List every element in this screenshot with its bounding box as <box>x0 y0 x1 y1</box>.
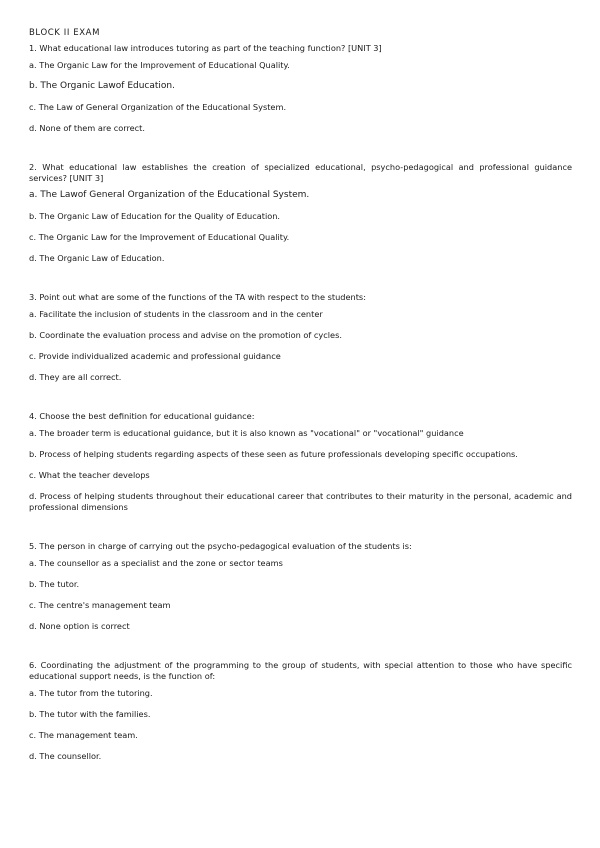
option-c: c. The Law of General Organization of the Educational System. <box>29 102 287 112</box>
question-6 <box>29 660 572 762</box>
option-c: c. The management team. <box>29 730 138 740</box>
option-b: b. The Organic Law of Education for the Quality of Education. <box>29 211 281 221</box>
option-a: a. The Lawof General Organization of the Educational System. <box>29 190 310 200</box>
question-2 <box>29 162 572 264</box>
option-b: b. The Organic Lawof Education. <box>29 81 175 91</box>
option-d: d. None option is correct <box>29 621 130 631</box>
option-d: d. None of them are correct. <box>29 123 145 133</box>
question-text: 4. Choose the best definition for educational guidance: <box>29 411 255 421</box>
option-d: d. They are all correct. <box>29 372 122 382</box>
option-c: c. Provide individualized academic and professional guidance <box>29 351 281 361</box>
option-b: b. The tutor. <box>29 579 80 589</box>
question-text: 3. Point out what are some of the functions of the TA with respect to the students: <box>29 292 366 302</box>
exam-page <box>29 27 572 772</box>
option-c: c. The centre's management team <box>29 600 171 610</box>
question-4 <box>29 411 572 513</box>
option-d: d. The counsellor. <box>29 751 102 761</box>
question-text: 6. Coordinating the adjustment of the programming to the group of students, with special attention to those who have specific educational support needs, is the function of: <box>29 660 572 681</box>
question-5 <box>29 541 572 632</box>
option-d: d. Process of helping students throughout their educational career that contributes to their maturity in the personal, academic and professional dimensions <box>29 491 572 512</box>
option-a: a. Facilitate the inclusion of students in the classroom and in the center <box>29 309 323 319</box>
question-text: 1. What educational law introduces tutoring as part of the teaching function? [UNIT 3] <box>29 43 382 53</box>
option-a: a. The counsellor as a specialist and the zone or sector teams <box>29 558 283 568</box>
option-d: d. The Organic Law of Education. <box>29 253 165 263</box>
option-c: c. The Organic Law for the Improvement of Educational Quality. <box>29 232 290 242</box>
question-3 <box>29 292 572 383</box>
option-a: a. The tutor from the tutoring. <box>29 688 153 698</box>
option-c: c. What the teacher develops <box>29 470 150 480</box>
question-text: 2. What educational law establishes the creation of specialized educational, psycho-pedagogical and professional guidance services? [UNIT 3] <box>29 162 572 183</box>
option-b: b. The tutor with the families. <box>29 709 151 719</box>
option-a: a. The Organic Law for the Improvement of Educational Quality. <box>29 60 290 70</box>
option-a: a. The broader term is educational guidance, but it is also known as "vocational" or "vocational" guidance <box>29 428 464 438</box>
option-b: b. Process of helping students regarding aspects of these seen as future professionals developing specific occupations. <box>29 449 518 459</box>
option-b: b. Coordinate the evaluation process and advise on the promotion of cycles. <box>29 330 342 340</box>
exam-title: BLOCK II EXAM <box>29 28 101 38</box>
question-1 <box>29 43 572 134</box>
question-text: 5. The person in charge of carrying out the psycho-pedagogical evaluation of the students is: <box>29 541 412 551</box>
